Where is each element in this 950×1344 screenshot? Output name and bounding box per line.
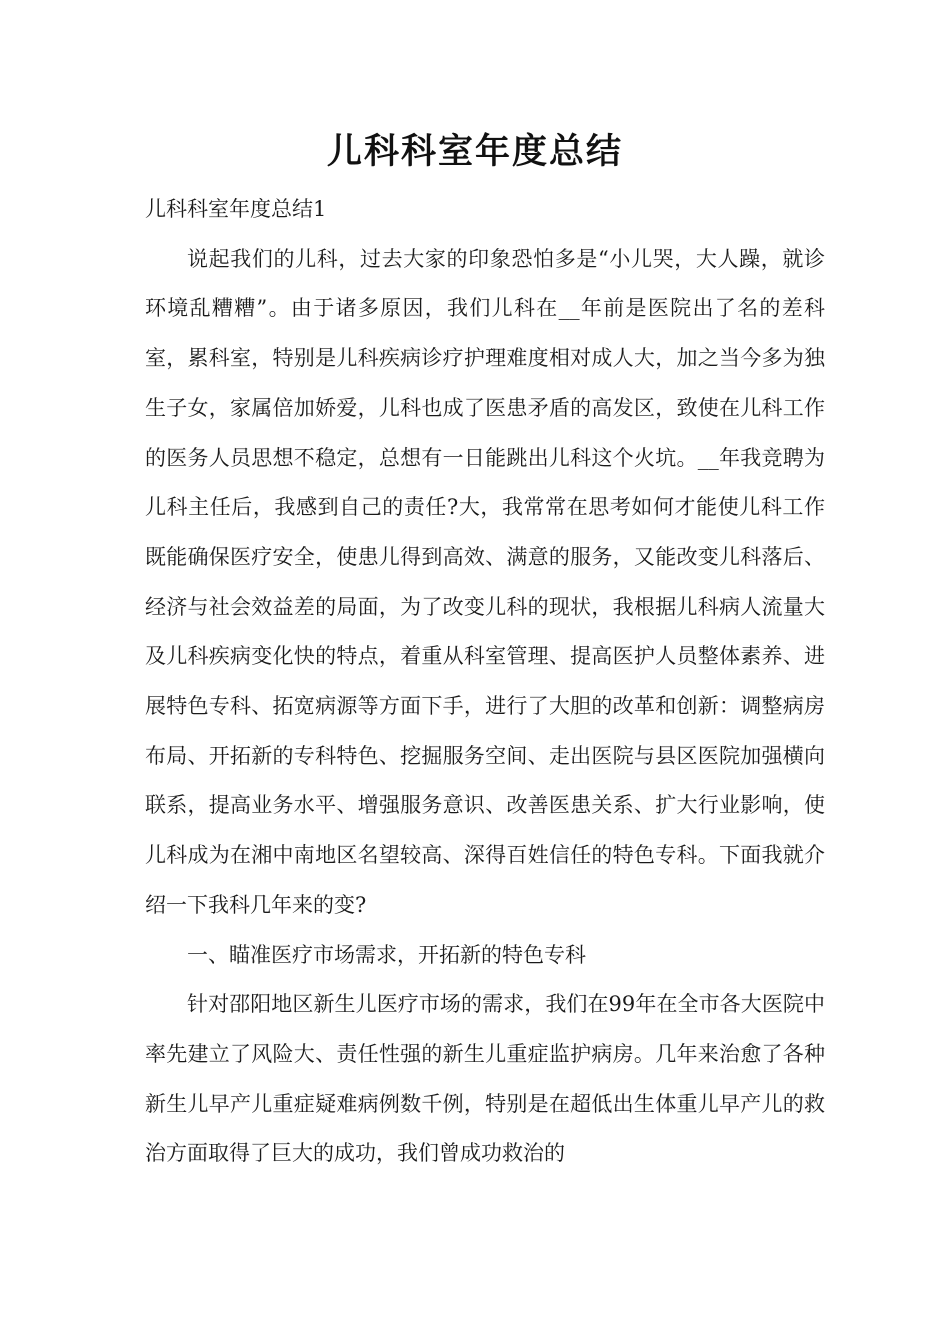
document-body [145, 185, 825, 1179]
paragraph-section-1: 针对邵阳地区新生儿医疗市场的需求，我们在99年在全市各大医院中率先建立了风险大、责任性强的新生儿重症监护病房。几年来治愈了各种新生儿早产儿重症疑难病例数千例，特别是在超低出生体重儿早产儿的救治方面取得了巨大的成功，我们曾成功救治的 [145, 992, 825, 1166]
document-title: 儿科科室年度总结 [326, 132, 623, 172]
paragraph-intro: 说起我们的儿科，过去大家的印象恐怕多是“小儿哭，大人躁，就诊环境乱糟糟”。由于诸多原因，我们儿科在__年前是医院出了名的差科室，累科室，特别是儿科疾病诊疗护理难度相对成人大，加之当今多为独生子女，家属倍加娇爱，儿科也成了医患矛盾的高发区，致使在儿科工作的医务人员思想不稳定，总想有一日能跳出儿科这个火坑。__年我竞聘为儿科主任后，我感到自己的责任?大，我常常在思考如何才能使儿科工作既能确保医疗安全，使患儿得到高效、满意的服务，又能改变儿科落后、经济与社会效益差的局面，为了改变儿科的现状，我根据儿科病人流量大及儿科疾病变化快的特点，着重从科室管理、提高医护人员整体素养、进展特色专科、拓宽病源等方面下手，进行了大胆的改革和创新：调整病房布局、开拓新的专科特色、挖掘服务空间、走出医院与县区医院加强横向联系，提高业务水平、增强服务意识、改善医患关系、扩大行业影响，使儿科成为在湘中南地区名望较高、深得百姓信任的特色专科。下面我就介绍一下我科几年来的变? [145, 246, 825, 917]
section-heading-1: 一、瞄准医疗市场需求，开拓新的特色专科 [187, 942, 586, 967]
section-subtitle: 儿科科室年度总结1 [145, 197, 327, 221]
